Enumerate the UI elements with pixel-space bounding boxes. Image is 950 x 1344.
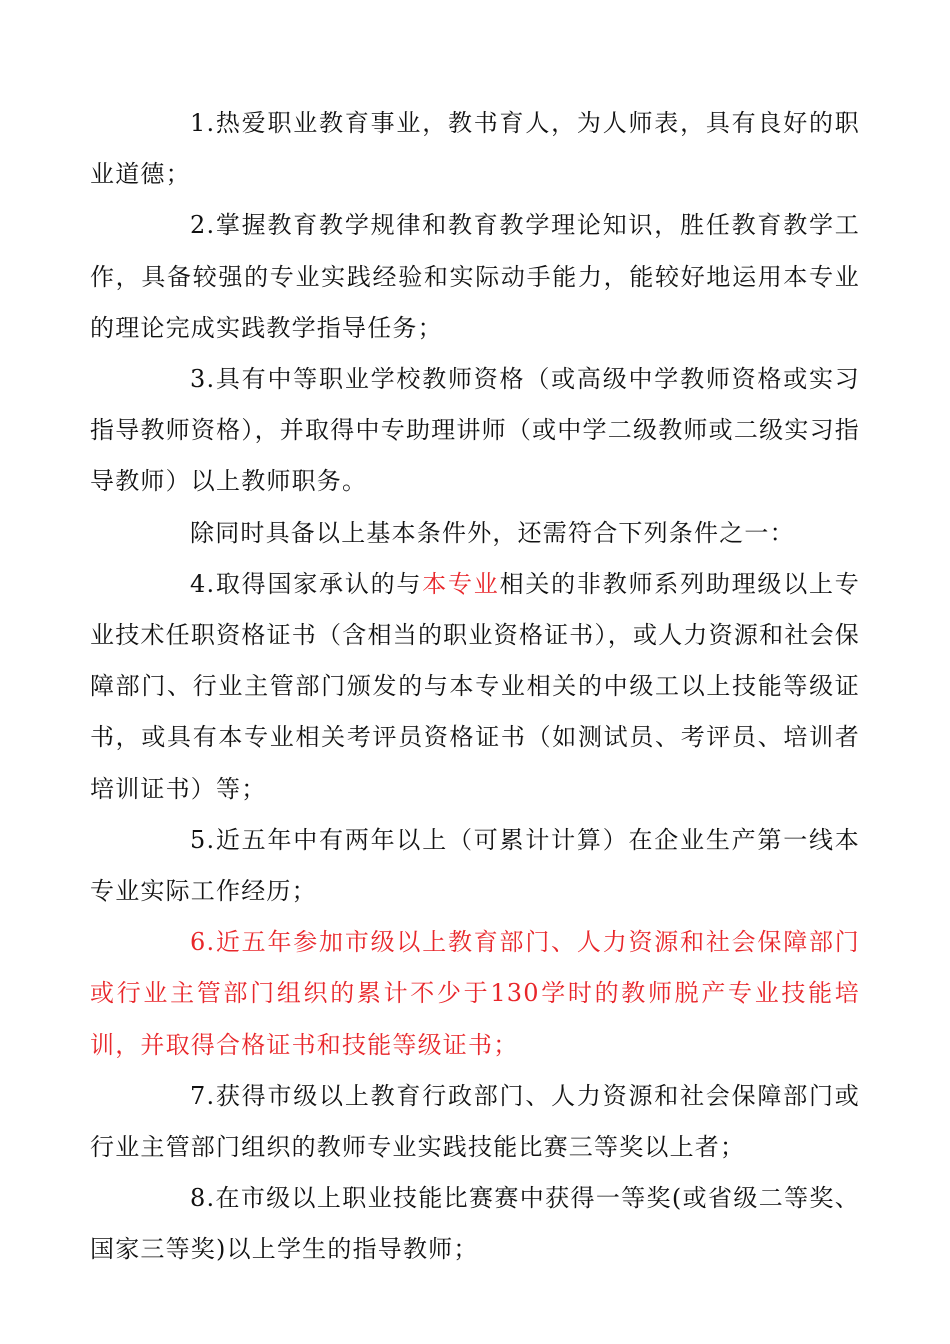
paragraph-4 <box>90 559 860 815</box>
paragraph-text: 1.热爱职业教育事业，教书育人，为人师表，具有良好的职业道德； <box>90 109 860 189</box>
paragraph-text: 5.近五年中有两年以上（可累计计算）在企业生产第一线本专业实际工作经历； <box>90 825 860 906</box>
paragraph-1 <box>90 98 860 200</box>
paragraph-text: 2.掌握教育教学规律和教育教学理论知识，胜任教育教学工作，具备较强的专业实践经验和实际动手能力，能较好地运用本专业的理论完成实践教学指导任务； <box>90 211 860 342</box>
paragraph-text: 除同时具备以上基本条件外，还需符合下列条件之一： <box>190 518 795 547</box>
paragraph-text: 相关的非教师系列助理级以上专业技术任职资格证书（含相当的职业资格证书），或人力资源和社会保障部门、行业主管部门颁发的与本专业相关的中级工以上技能等级证书，或具有本专业相关考评员资格证书（如测试员、考评员、培训者培训证书）等； <box>90 569 860 803</box>
paragraph-conditions-intro <box>90 508 860 559</box>
highlighted-text: 6.近五年参加市级以上教育部门、人力资源和社会保障部门或行业主管部门组织的累计不少于130学时的教师脱产专业技能培训，并取得合格证书和技能等级证书； <box>90 928 860 1059</box>
paragraph-text: 7.获得市级以上教育行政部门、人力资源和社会保障部门或行业主管部门组织的教师专业实践技能比赛三等奖以上者； <box>90 1081 860 1162</box>
paragraph-text: 3.具有中等职业学校教师资格（或高级中学教师资格或实习指导教师资格），并取得中专助理讲师（或中学二级教师或二级实习指导教师）以上教师职务。 <box>90 365 860 496</box>
highlighted-text: 本专业 <box>422 569 500 598</box>
paragraph-2 <box>90 200 860 354</box>
paragraph-text: 8.在市级以上职业技能比赛赛中获得一等奖(或省级二等奖、国家三等奖)以上学生的指导教师； <box>90 1184 860 1264</box>
paragraph-6-highlighted <box>90 917 860 1071</box>
paragraph-3 <box>90 354 860 508</box>
paragraph-8 <box>90 1173 860 1275</box>
paragraph-7 <box>90 1071 860 1173</box>
paragraph-5 <box>90 815 860 917</box>
paragraph-text: 4.取得国家承认的与 <box>190 569 423 598</box>
document-body <box>90 98 860 1276</box>
